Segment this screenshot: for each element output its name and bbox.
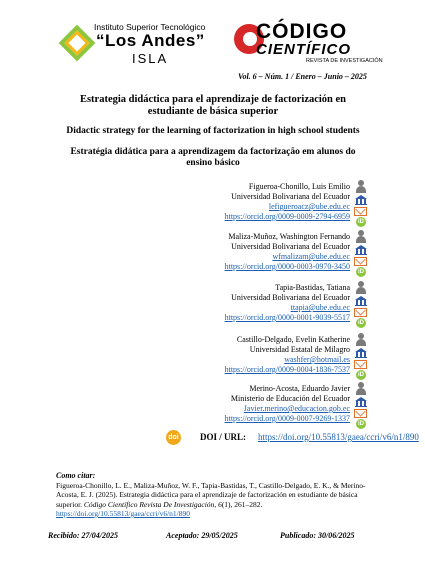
title-spanish: Estrategia didáctica para el aprendizaje de factorización en estudiante de básica superior <box>79 94 347 117</box>
citation-block <box>56 471 376 519</box>
institution-icon <box>354 195 368 205</box>
institute-subname: “Los Andes” <box>96 31 205 50</box>
person-icon <box>354 281 368 295</box>
institution-icon <box>354 397 368 407</box>
citation-issue-pages: (1), 261–282. <box>221 499 263 509</box>
journal-logo <box>234 20 394 80</box>
citation-label: Como citar: <box>56 471 96 480</box>
institute-acronym: ISLA <box>132 51 169 66</box>
author-icons <box>354 230 368 277</box>
author-name: Tapia-Bastidas, Tatiana <box>275 283 350 292</box>
author-orcid[interactable]: https://orcid.org/0009-0007-9269-1337 <box>224 414 350 423</box>
citation-volume: 6 <box>218 499 222 509</box>
orcid-icon: iD <box>358 372 364 378</box>
person-icon <box>354 382 368 396</box>
author-block <box>150 232 350 272</box>
received-date: Recibido: 27/04/2025 <box>48 531 118 540</box>
institute-diamond-icon <box>58 24 98 64</box>
dates-row <box>0 531 425 543</box>
page-header <box>0 0 425 90</box>
published-date: Publicado: 30/06/2025 <box>280 531 355 540</box>
author-icons <box>354 333 368 380</box>
author-email[interactable]: wfmalizam@ube.edu.ec <box>272 252 350 261</box>
author-email[interactable]: washfer@hotmail.es <box>284 355 350 364</box>
author-institution: Ministerio de Educación del Ecuador <box>230 394 350 403</box>
citation-link[interactable]: https://doi.org/10.55813/gaea/ccri/v6/n1/890 <box>56 509 191 518</box>
orcid-icon: iD <box>358 421 364 427</box>
orcid-icon: iD <box>358 269 364 275</box>
author-block <box>150 182 350 222</box>
journal-volume: Vol. 6 – Núm. 1 / Enero – Junio – 2025 <box>238 72 367 81</box>
author-email[interactable]: lefigueroacz@ube.edu.ec <box>268 202 350 211</box>
person-icon <box>354 180 368 194</box>
institute-logo <box>58 20 218 72</box>
author-name: Merino-Acosta, Eduardo Javier <box>249 384 350 393</box>
mail-icon <box>354 360 367 369</box>
orcid-icon: iD <box>358 320 364 326</box>
doi-link[interactable]: https://doi.org/10.55813/gaea/ccri/v6/n1/890 <box>258 432 419 442</box>
author-institution: Universidad Bolivariana del Ecuador <box>231 293 350 302</box>
author-email[interactable]: ttapia@ube.edu.ec <box>290 303 350 312</box>
title-portuguese: Estratégia didática para a aprendizagem da factorização em alunos do ensino básico <box>70 147 356 168</box>
author-institution: Universidad Bolivariana del Ecuador <box>231 242 350 251</box>
journal-tagline: REVISTA DE INVESTIGACIÓN <box>306 58 383 64</box>
journal-name-line1: CÓDIGO <box>256 20 348 43</box>
author-orcid[interactable]: https://orcid.org/0000-0003-0970-3450 <box>224 262 350 271</box>
title-english: Didactic strategy for the learning of factorization in high school students <box>66 126 360 136</box>
mail-icon <box>354 257 367 266</box>
mail-icon <box>354 308 367 317</box>
person-icon <box>354 333 368 347</box>
journal-name-line2: CIENTÍFICO <box>256 41 351 58</box>
institution-icon <box>354 348 368 358</box>
accepted-date: Aceptado: 29/05/2025 <box>166 531 238 540</box>
author-block <box>150 283 350 323</box>
author-name: Figueroa-Chonillo, Luis Emilio <box>248 182 350 191</box>
doi-label: DOI / URL: <box>200 432 247 442</box>
person-icon <box>354 230 368 244</box>
institute-name: Instituto Superior Tecnológico <box>94 22 206 32</box>
mail-icon <box>354 207 367 216</box>
institution-icon <box>354 245 368 255</box>
mail-icon <box>354 409 367 418</box>
author-icons <box>354 281 368 328</box>
author-icons <box>354 382 368 429</box>
orcid-icon: iD <box>358 219 364 225</box>
author-email[interactable]: Javier.merino@educacion.gob.ec <box>243 404 350 413</box>
institution-icon <box>354 296 368 306</box>
author-block <box>150 384 350 424</box>
citation-journal: Código Científico Revista De Investigación, <box>83 499 217 509</box>
author-orcid[interactable]: https://orcid.org/0009-0004-1836-7537 <box>224 365 350 374</box>
citation-authors: Figueroa-Chonillo, L. E., Maliza-Muñoz, W. F., Tapia-Bastidas, T., Castillo-Delgado, E. K., & Merino-Acosta, E. J. (2025). Estrategia didáctica para el aprendizaje de factorización en estudiante de básica superior. <box>56 480 366 509</box>
author-block <box>150 335 350 375</box>
author-name: Maliza-Muñoz, Washington Fernando <box>228 232 350 241</box>
author-institution: Universidad Bolivariana del Ecuador <box>231 192 350 201</box>
author-name: Castillo-Delgado, Evelin Katherine <box>236 335 350 344</box>
author-institution: Universidad Estatal de Milagro <box>249 345 350 354</box>
author-icons <box>354 180 368 227</box>
doi-icon: doi <box>166 430 181 445</box>
author-orcid[interactable]: https://orcid.org/0009-0009-2794-6959 <box>224 212 350 221</box>
author-orcid[interactable]: https://orcid.org/0000-0001-9039-5517 <box>224 313 350 322</box>
